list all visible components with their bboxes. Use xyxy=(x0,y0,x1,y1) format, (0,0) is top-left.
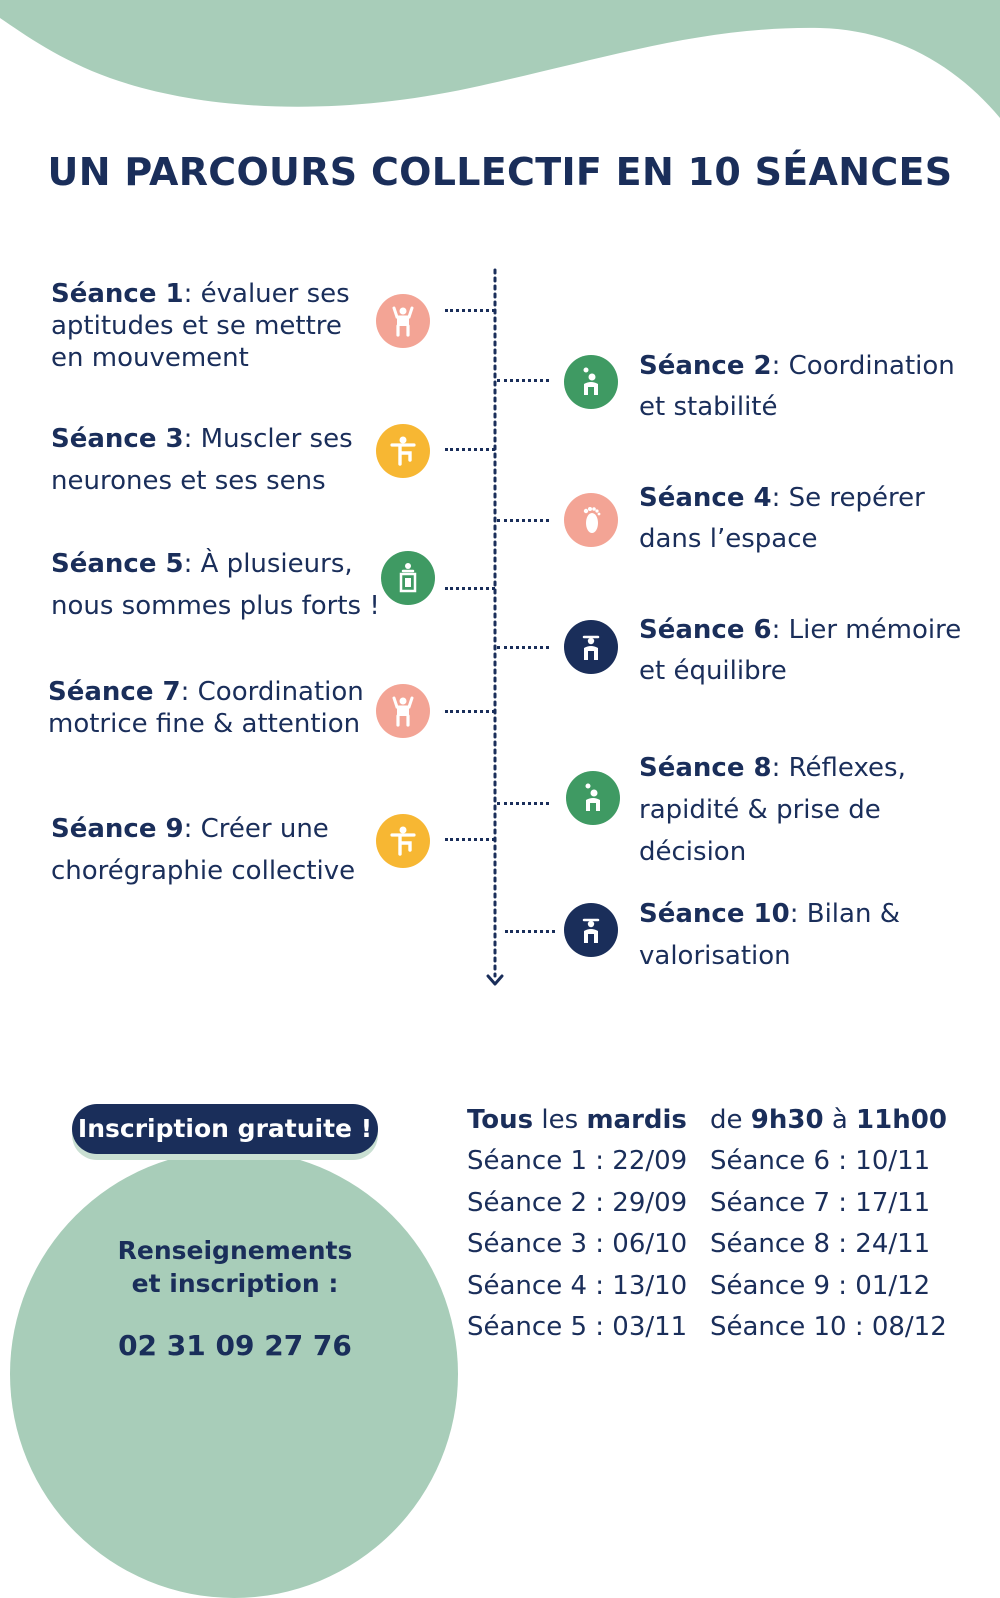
timeline-line xyxy=(485,268,505,993)
session-10 xyxy=(639,893,939,977)
schedule-date: Séance 1 : 22/09 xyxy=(467,1146,688,1176)
session-10-label: Séance 10 xyxy=(639,899,790,929)
schedule-a: à xyxy=(823,1105,857,1135)
session-9-description: : Créer une chorégraphie collective xyxy=(51,814,356,886)
contact-blob xyxy=(10,1150,458,1598)
session-1-description: : évaluer ses aptitudes et se mettre en mouvement xyxy=(51,279,350,373)
info-line-2: et inscription : xyxy=(131,1269,339,1298)
schedule-tous: Tous xyxy=(467,1105,534,1135)
stretching-person-icon xyxy=(376,814,430,868)
session-6-label: Séance 6 xyxy=(639,615,772,645)
session-5-label: Séance 5 xyxy=(51,549,184,579)
connector-5 xyxy=(445,587,495,590)
session-10-description: : Bilan & valorisation xyxy=(639,899,900,971)
session-1-label: Séance 1 xyxy=(51,279,184,309)
head-balance-person-icon xyxy=(564,620,618,674)
session-8-label: Séance 8 xyxy=(639,753,772,783)
session-2-label: Séance 2 xyxy=(639,351,772,381)
schedule-mardis: mardis xyxy=(586,1105,687,1135)
schedule-right-column xyxy=(710,1141,990,1349)
footprint-icon xyxy=(564,493,618,547)
schedule-les: les xyxy=(533,1105,587,1135)
session-8 xyxy=(639,747,939,873)
schedule-date: Séance 2 : 29/09 xyxy=(467,1187,688,1218)
schedule-date: Séance 8 : 24/11 xyxy=(710,1229,931,1259)
schedule-date: Séance 3 : 06/10 xyxy=(467,1229,688,1259)
phone-number[interactable]: 02 31 09 27 76 xyxy=(118,1329,352,1362)
session-3-description: : Muscler ses neurones et ses sens xyxy=(51,424,353,496)
session-7-label: Séance 7 xyxy=(48,677,181,707)
session-4 xyxy=(639,478,979,560)
person-with-box-icon xyxy=(381,551,435,605)
session-5-description: : À plusieurs, nous sommes plus forts ! xyxy=(51,549,380,621)
session-6-description: : Lier mémoire et équilibre xyxy=(639,615,962,686)
hands-up-person-icon xyxy=(376,684,430,738)
session-8-description: : Réflexes, rapidité & prise de décision xyxy=(639,753,906,867)
session-5 xyxy=(51,543,381,627)
ball-balance-person-icon xyxy=(564,355,618,409)
connector-2 xyxy=(497,379,549,382)
schedule-start: 9h30 xyxy=(750,1105,824,1135)
connector-7 xyxy=(445,710,495,713)
connector-3 xyxy=(445,448,495,451)
session-2-description: : Coordination et stabilité xyxy=(639,351,955,422)
schedule-date: Séance 5 : 03/11 xyxy=(467,1312,688,1342)
connector-6 xyxy=(497,646,549,649)
schedule-left-column xyxy=(467,1141,707,1349)
session-1 xyxy=(51,278,361,374)
page-title: UN PARCOURS COLLECTIF EN 10 SÉANCES xyxy=(47,150,953,194)
schedule-date: Séance 7 : 17/11 xyxy=(710,1187,931,1218)
schedule-date: Séance 9 : 01/12 xyxy=(710,1270,931,1301)
session-2 xyxy=(639,346,979,428)
schedule-hours xyxy=(710,1100,990,1142)
free-registration-badge: Inscription gratuite ! xyxy=(72,1104,378,1154)
session-9-label: Séance 9 xyxy=(51,814,184,844)
schedule-de: de xyxy=(710,1105,751,1135)
schedule-date: Séance 6 : 10/11 xyxy=(710,1146,931,1176)
ball-balance-person-icon xyxy=(566,771,620,825)
contact-info xyxy=(60,1234,410,1300)
session-4-label: Séance 4 xyxy=(639,483,772,513)
connector-8 xyxy=(497,802,549,805)
session-7-description: : Coordination motrice fine & attention xyxy=(48,677,364,739)
schedule-end: 11h00 xyxy=(856,1105,947,1135)
connector-10 xyxy=(505,930,555,933)
session-9 xyxy=(51,808,371,892)
top-wave-decoration xyxy=(0,0,1000,130)
schedule-date: Séance 4 : 13/10 xyxy=(467,1270,688,1301)
head-balance-person-icon xyxy=(564,903,618,957)
session-4-description: : Se repérer dans l’espace xyxy=(639,483,925,554)
session-3 xyxy=(51,418,371,502)
session-3-label: Séance 3 xyxy=(51,424,184,454)
session-7 xyxy=(48,676,378,740)
connector-1 xyxy=(445,309,495,312)
stretching-person-icon xyxy=(376,424,430,478)
connector-4 xyxy=(497,519,549,522)
connector-9 xyxy=(445,838,495,841)
info-line-1: Renseignements xyxy=(117,1236,353,1265)
hands-up-person-icon xyxy=(376,294,430,348)
session-6 xyxy=(639,610,979,692)
schedule-date: Séance 10 : 08/12 xyxy=(710,1312,947,1342)
